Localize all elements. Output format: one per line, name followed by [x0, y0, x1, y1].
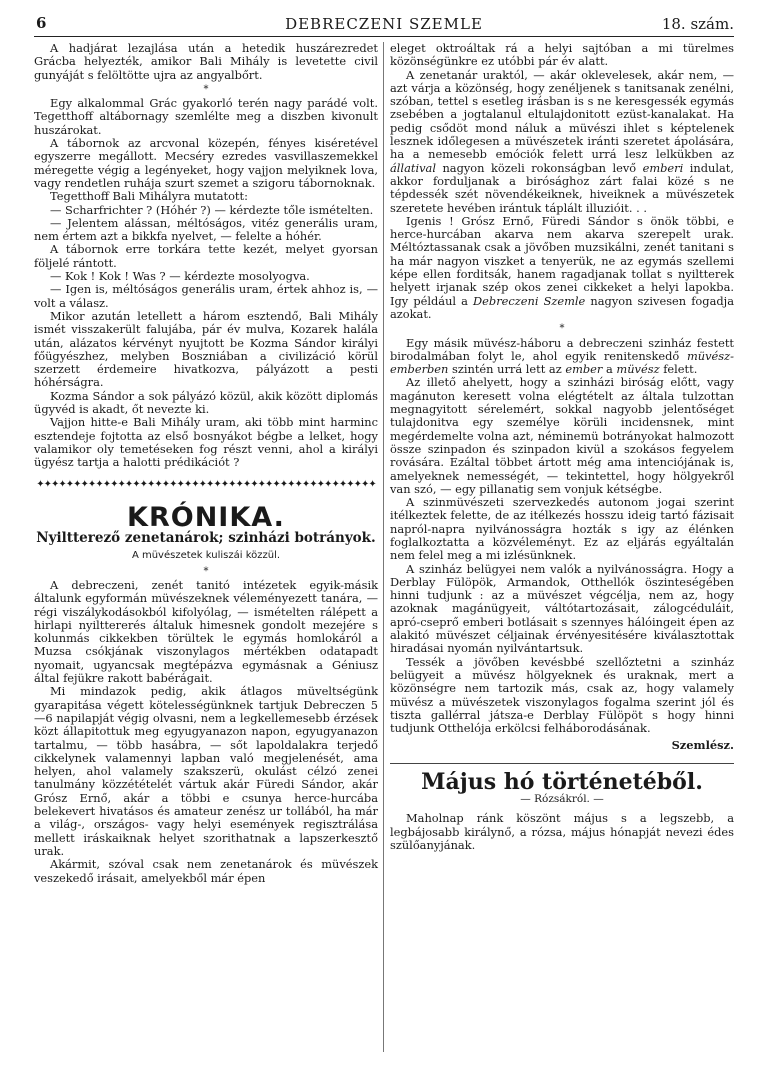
paragraph: Kozma Sándor a sok pályázó közül, akik között diplomás ügyvéd is akadt, őt nevezte ki. — [34, 388, 378, 417]
paragraph: A tábornok az arcvonal közepén, fényes kiséretével egyszerre megállott. Mecséry ezredes vasvillaszemekkel méregette végig a legényeket, hogy vajjon melyiknek lova, vagy rendetlen ruhája szurt szemet a szigoru tábornoknak. — [34, 136, 378, 190]
paragraph: Akármit, szóval csak nem zenetanárok és müvészek veszekedő irásait, amelyekből már épen — [34, 857, 378, 885]
section-star: * — [203, 83, 209, 95]
paragraph: Igenis ! Grósz Ernő, Füredi Sándor s önök többi, e herce-hurcában akarva nem akarva szerepelt urak. Méltóztassanak csak a jövőben muzsikálni, zenét tanitani s ha már nagyon viszket a tenyerük, ne az egymás szellemi képe ellen forditsák, hanem ragadjanak tollat s nyiltterek helyett irjanak szép okos zenei cikkeket a helyi lapokba. Igy például a Debreczeni Szemle nagyon szivesen fogadja azokat. — [390, 213, 734, 321]
paragraph: eleget oktroáltak rá a helyi sajtóban a mi türelmes közönségünkre ez utóbbi pár év alatt. — [390, 41, 734, 69]
paragraph: — Igen is, méltóságos generális uram, értek ahhoz is, — volt a válasz. — [34, 282, 378, 310]
paragraph: A szinház belügyei nem valók a nyilvánosságra. Hogy a Derblay Fülöpök, Armandok, Otthellók öszinteségében hinni tudjunk : az a müvészet végcélja, nem az, hogy azoknak magánügyeit, váltótartozásait, zálogcéduláit, apró-cseprő emberi botlásait s szennyes hálóingeit épen az alakitó müvészet céljainak érvényesitésére kiválasztottak hiradásai nyomán nyilvántartsuk. — [390, 561, 734, 656]
paragraph: Vajjon hitte-e Bali Mihály uram, aki több mint harminc esztendeje fojtotta az első bosnyákot bégbe a lelket, hogy valamikor oly temetéseken fog részt venni, ahol a királyi ügyész tartja a halotti prédikációt ? — [34, 415, 378, 470]
paragraph: — Scharfrichter ? (Hóhér ?) — kérdezte tőle ismételten. — [50, 202, 374, 217]
paragraph: — Jelentem alássan, méltóságos, vitéz generális uram, nem értem azt a bikkfa nyelvet, — felelte a hóhér. — [34, 215, 378, 244]
paragraph: Mikor azután letellett a három esztendő, Bali Mihály ismét visszakerült falujába, pár év mulva, Kozarek halála után, alázatos kérvényt nyujtott be Kozma Sándor királyi főügyészhez, melyben Boszniában a civilizáció körül szerzett érdemeire hivatkozva, pályázott a pesti hóhérságra. — [34, 308, 378, 390]
paragraph: A szinmüvészeti szervezkedés autonom jogai szerint itélkeztek felette, de az itélkezés hosszu ideig tartó fázisait napról-napra nyilvánosságra hozták s igy az élénken foglalkoztatta a közvéleményt. Ez az eljárás egyáltalán nem felel meg a mi izlésünknek. — [390, 495, 734, 563]
left-column — [34, 42, 378, 885]
page-header — [34, 12, 734, 37]
paragraph: Mi mindazok pedig, akik átlagos müveltségünk gyarapitása végett kötelességünknek tartjuk Debreczen 5—6 napilapját végig olvasni, nem a legkellemesebb érzések közt állapitottuk meg egyugyanazon napon, egyugyanazon tartalmu, — több hasábra, — sőt lapoldalakra terjedő cikkelynek valamennyi lapban való megjelenését, ama helyen, ahol valamely szakszerü, okulást célzó zenei tanulmány közzétételét vártuk akár Füredi Sándor, akár Grósz Ernő, akár a többi e csunya herce-hurcába belekevert hivatásos és amateur zenész ur tollából, ha már a világ-, országos- vagy helyi események regisztrálása mellett iráskaiknak helyet szorithatnak a lapszerkesztő urak. — [34, 684, 378, 858]
paragraph: A hadjárat lezajlása után a hetedik huszárezredet Grácba helyezték, amikor Bali Mihály is levetette civil gunyáját s felöltötte ujra az angyalbőrt. — [34, 41, 378, 82]
right-column — [390, 42, 734, 852]
page — [34, 12, 734, 1077]
section-divider — [390, 763, 734, 764]
paragraph: Az illető ahelyett, hogy a szinházi biróság előtt, vagy magánuton keresett volna elégtételt az általa tulzottan megnagyitott sérelemért, sokkal nagyobb jelentőséget tulajdonitva egy személye körüli incidensnek, mint megérdemelte volna azt, néminemü botrányokat halmozott össze szinpadon és szinpadon kivül a szokásos fegyelem rovására. Ezáltal többet ártott még ama intenciójának is, amelyeknek nemességét, — tekintettel, hogy hölgyekről van szó, — egy pillanatig sem vonjuk kétségbe. — [390, 375, 734, 496]
section-star: * — [203, 565, 209, 577]
journal-title: DEBRECZENI SZEMLE — [285, 15, 483, 33]
article-subtitle: Nyiltterező zenetanárok; szinházi botrányok. — [36, 530, 376, 547]
paragraph: A tábornok erre torkára tette kezét, melyet gyorsan följelé rántott. — [34, 242, 378, 270]
paragraph: A zenetanár uraktól, — akár oklevelesek, akár nem, — azt várja a közönség, hogy zenéljenek s tanitsanak zenélni, szóban, tettel s esetleg irásban is s ne keresgessék egymás zsebében a jogtalanul eltulajdonitott ezüst-kanalakat. Ha pedig csődöt mond náluk a müvészi ihlet s képtelenek lesznek időlegesen a müvészetek iránti szeretet ápolására, ha a nemesebb emóciók felett urrá lesz lelkükben az állatival nagyon közeli rokonságban levő emberi indulat, akkor forduljanak a birósághoz zárt falai közé s ne tépdessék szét növendékeiknek, hiveiknek a müvészetek szeretete hevében irántuk táplált illuzióit. . . — [390, 67, 734, 215]
page-number: 6 — [36, 14, 47, 32]
paragraph: Egy alkalommal Grác gyakorló terén nagy parádé volt. Tegetthoff altábornagy szemlélte meg a diszben kivonult huszárokat. — [34, 96, 378, 137]
section-title-kronika: KRÓNIKA. — [127, 501, 285, 533]
column-divider — [383, 42, 384, 1052]
paragraph: Egy másik müvész-háboru a debreczeni szinház festett birodalmában folyt le, ahol egyik renitenskedő müvész-emberben szintén urrá lett az ember a müvész felett. — [390, 335, 734, 377]
article-byline: — Rózsákról. — — [520, 793, 604, 806]
section-star: * — [559, 323, 565, 335]
ornament-divider: ✦✦✦✦✦✦✦✦✦✦✦✦✦✦✦✦✦✦✦✦✦✦✦✦✦✦✦✦✦✦✦✦✦✦✦✦✦✦✦✦✦✦✦✦✦✦ — [36, 478, 376, 490]
article-byline: A müvészetek kuliszái közzül. — [131, 550, 281, 562]
paragraph: Tegetthoff Bali Mihályra mutatott: — [50, 189, 248, 204]
article-title-majus: Május hó történetéből. — [421, 768, 703, 795]
paragraph: Maholnap ránk köszönt május s a legszebb, a legbájosabb királynő, a rózsa, május hónapját nevezi édes szülőanyjának. — [390, 811, 734, 852]
author-signature: Szemlész. — [671, 738, 734, 753]
issue-number: 18. szám. — [661, 15, 734, 33]
paragraph: Tessék a jövőben kevésbbé szellőztetni a szinház belügyeit a müvész hölgyeknek és uraknak, mert a közönségre nem tartozik más, csak az, hogy valamely müvész a müvészetek viszonylagos fogalma szerint jól és tiszta gallérral játsza-e Derblay Fülöpöt s hogy hinni tudjunk Otthelója erkölcsi felháborodásának. — [390, 654, 734, 736]
paragraph: A debreczeni, zenét tanitó intézetek egyik-másik általunk egyformán müvészeknek véleményezett tanára, — régi viszálykodásokból kifolyólag, — ismételten rálépett a hirlapi nyilttererés általuk himesnek gondolt mezejére s kolunmás cikkekben törültek le egymás homlokáról a Muzsa csókjának viszonylagos mértékben odatapadt nyomait, ugyancsak megtépázva egymásnak a Géniusz által fejükre rakott babérágait. — [34, 577, 378, 686]
paragraph: — Kok ! Kok ! Was ? — kérdezte mosolyogva. — [50, 269, 310, 284]
